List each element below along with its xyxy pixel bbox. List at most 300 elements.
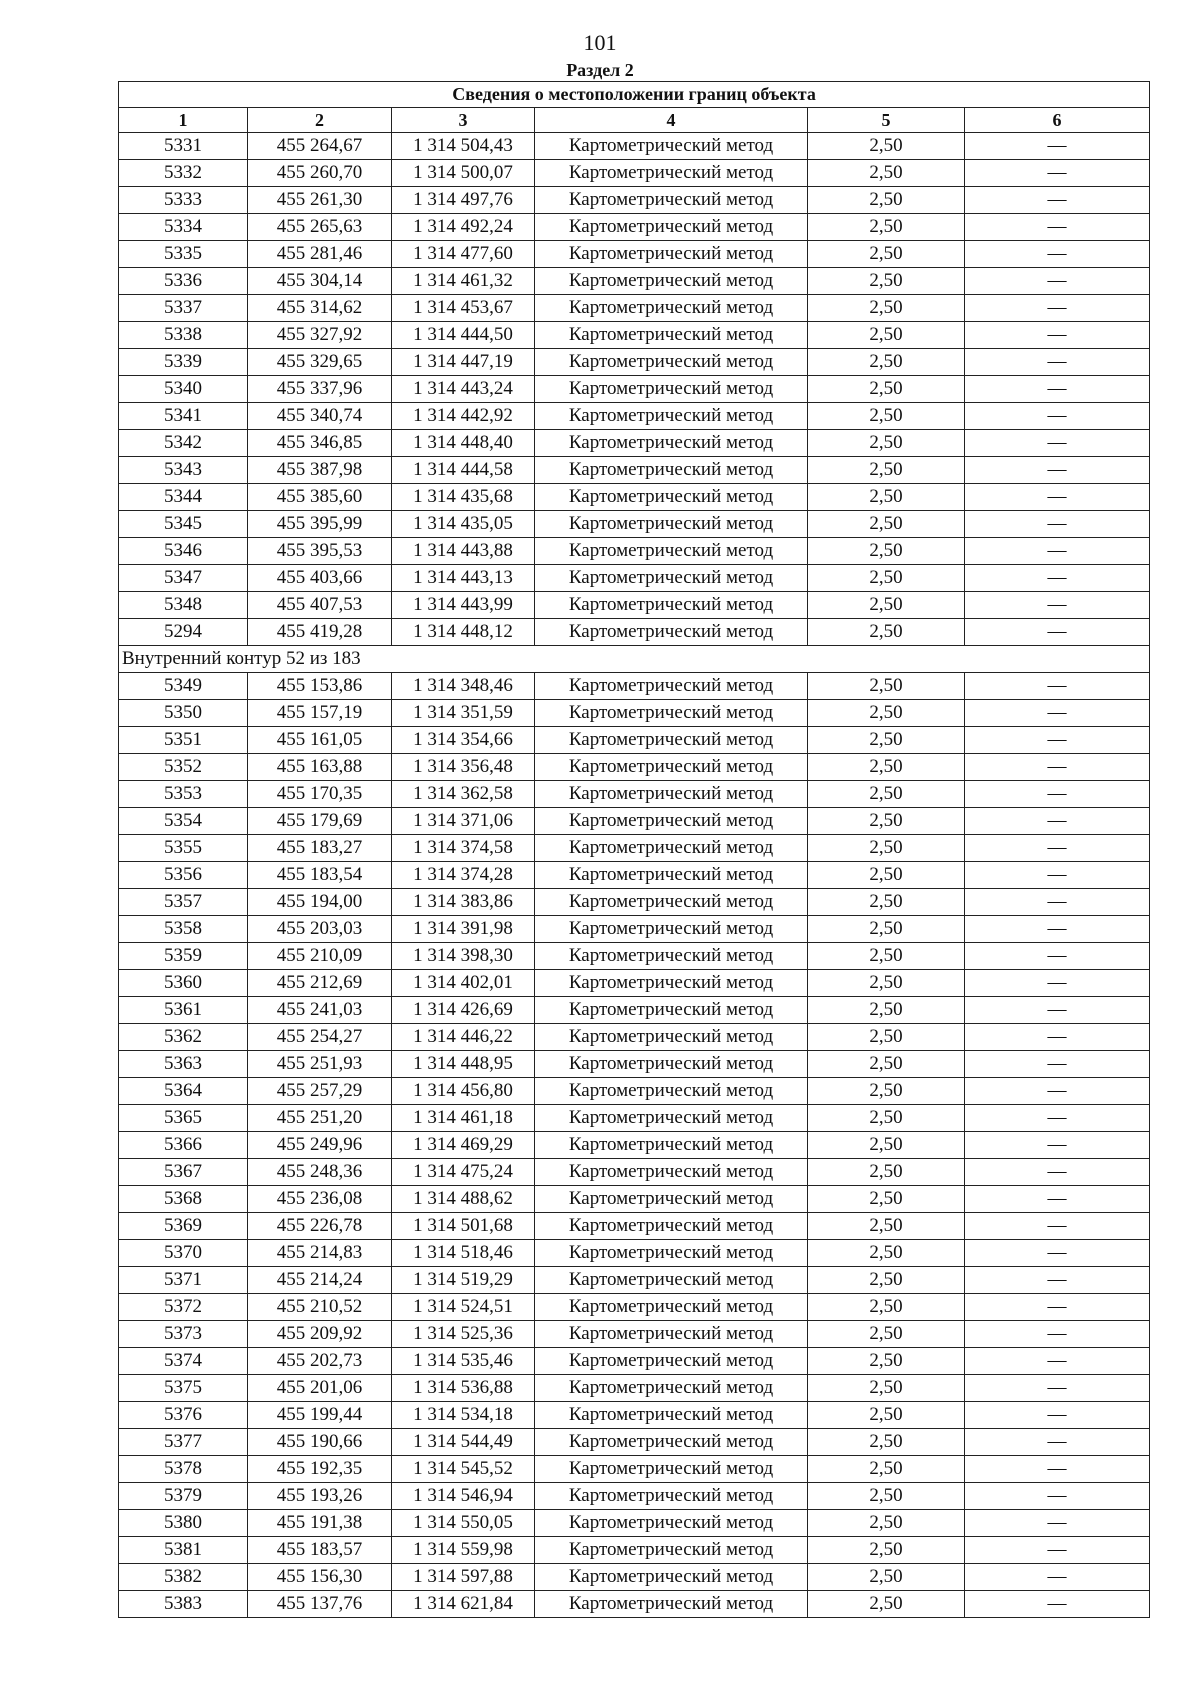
table-row	[119, 349, 1150, 376]
table-cell-col-4: Картометрический метод	[535, 187, 808, 214]
table-row	[119, 862, 1150, 889]
table-cell-col-4: Картометрический метод	[535, 1132, 808, 1159]
column-header-3: 3	[392, 108, 535, 133]
table-cell-col-5: 2,50	[808, 943, 965, 970]
table-cell-col-2: 455 170,35	[248, 781, 392, 808]
table-cell-col-1: 5349	[119, 673, 248, 700]
table-cell-col-5: 2,50	[808, 1321, 965, 1348]
table-cell-col-2: 455 156,30	[248, 1564, 392, 1591]
caption-row	[119, 82, 1150, 108]
table-row	[119, 1402, 1150, 1429]
table-cell-col-4: Картометрический метод	[535, 1186, 808, 1213]
table-cell-col-2: 455 257,29	[248, 1078, 392, 1105]
table-cell-col-5: 2,50	[808, 700, 965, 727]
table-cell-col-6: —	[965, 916, 1150, 943]
table-cell-col-4: Картометрический метод	[535, 1105, 808, 1132]
table-cell-col-6: —	[965, 538, 1150, 565]
table-row	[119, 457, 1150, 484]
table-cell-col-2: 455 226,78	[248, 1213, 392, 1240]
table-cell-col-6: —	[965, 1591, 1150, 1618]
table-row	[119, 133, 1150, 160]
table-cell-col-1: 5359	[119, 943, 248, 970]
column-header-1: 1	[119, 108, 248, 133]
table-cell-col-4: Картометрический метод	[535, 322, 808, 349]
table-cell-col-4: Картометрический метод	[535, 1240, 808, 1267]
table-cell-col-4: Картометрический метод	[535, 727, 808, 754]
table-cell-col-5: 2,50	[808, 160, 965, 187]
table-cell-col-3: 1 314 504,43	[392, 133, 535, 160]
table-cell-col-4: Картометрический метод	[535, 700, 808, 727]
table-cell-col-1: 5331	[119, 133, 248, 160]
table-row	[119, 160, 1150, 187]
table-cell-col-4: Картометрический метод	[535, 673, 808, 700]
table-cell-col-4: Картометрический метод	[535, 970, 808, 997]
table-row	[119, 727, 1150, 754]
table-cell-col-5: 2,50	[808, 1024, 965, 1051]
table-cell-col-1: 5350	[119, 700, 248, 727]
table-cell-col-3: 1 314 475,24	[392, 1159, 535, 1186]
table-cell-col-6: —	[965, 727, 1150, 754]
table-cell-col-1: 5339	[119, 349, 248, 376]
table-cell-col-4: Картометрический метод	[535, 538, 808, 565]
table-cell-col-3: 1 314 448,12	[392, 619, 535, 646]
table-cell-col-4: Картометрический метод	[535, 1537, 808, 1564]
table-cell-col-5: 2,50	[808, 727, 965, 754]
section-title: Раздел 2	[566, 60, 634, 80]
table-cell-col-6: —	[965, 1267, 1150, 1294]
table-cell-col-3: 1 314 488,62	[392, 1186, 535, 1213]
table-cell-col-2: 455 183,57	[248, 1537, 392, 1564]
table-cell-col-1: 5345	[119, 511, 248, 538]
table-cell-col-5: 2,50	[808, 1159, 965, 1186]
table-cell-col-6: —	[965, 565, 1150, 592]
table-cell-col-2: 455 327,92	[248, 322, 392, 349]
table-cell-col-4: Картометрический метод	[535, 376, 808, 403]
table-cell-col-2: 455 163,88	[248, 754, 392, 781]
table-cell-col-6: —	[965, 160, 1150, 187]
table-cell-col-3: 1 314 446,22	[392, 1024, 535, 1051]
table-cell-col-6: —	[965, 889, 1150, 916]
table-cell-col-4: Картометрический метод	[535, 1321, 808, 1348]
table-cell-col-1: 5373	[119, 1321, 248, 1348]
table-cell-col-6: —	[965, 943, 1150, 970]
table-cell-col-3: 1 314 519,29	[392, 1267, 535, 1294]
table-cell-col-4: Картометрический метод	[535, 511, 808, 538]
table-cell-col-4: Картометрический метод	[535, 160, 808, 187]
table-cell-col-6: —	[965, 430, 1150, 457]
table-cell-col-2: 455 179,69	[248, 808, 392, 835]
table-row	[119, 1591, 1150, 1618]
table-cell-col-4: Картометрический метод	[535, 403, 808, 430]
table-cell-col-5: 2,50	[808, 835, 965, 862]
table-row	[119, 430, 1150, 457]
table-cell-col-1: 5333	[119, 187, 248, 214]
table-cell-col-3: 1 314 348,46	[392, 673, 535, 700]
table-cell-col-2: 455 202,73	[248, 1348, 392, 1375]
table-cell-col-1: 5351	[119, 727, 248, 754]
table-cell-col-6: —	[965, 349, 1150, 376]
table-row	[119, 268, 1150, 295]
table-cell-col-2: 455 190,66	[248, 1429, 392, 1456]
table-cell-col-2: 455 251,93	[248, 1051, 392, 1078]
table-cell-col-1: 5370	[119, 1240, 248, 1267]
table-cell-col-1: 5335	[119, 241, 248, 268]
table-row	[119, 1213, 1150, 1240]
table-cell-col-6: —	[965, 511, 1150, 538]
table-cell-col-2: 455 212,69	[248, 970, 392, 997]
table-cell-col-6: —	[965, 457, 1150, 484]
table-cell-col-4: Картометрический метод	[535, 835, 808, 862]
table-cell-col-1: 5360	[119, 970, 248, 997]
table-cell-col-4: Картометрический метод	[535, 241, 808, 268]
column-header-5: 5	[808, 108, 965, 133]
table-cell-col-5: 2,50	[808, 1132, 965, 1159]
table-cell-col-3: 1 314 443,13	[392, 565, 535, 592]
table-row	[119, 565, 1150, 592]
table-cell-col-1: 5334	[119, 214, 248, 241]
table-cell-col-3: 1 314 453,67	[392, 295, 535, 322]
table-row	[119, 700, 1150, 727]
table-cell-col-4: Картометрический метод	[535, 1591, 808, 1618]
table-cell-col-1: 5363	[119, 1051, 248, 1078]
table-cell-col-4: Картометрический метод	[535, 997, 808, 1024]
table-row	[119, 781, 1150, 808]
table-cell-col-2: 455 249,96	[248, 1132, 392, 1159]
table-cell-col-1: 5364	[119, 1078, 248, 1105]
table-cell-col-3: 1 314 444,58	[392, 457, 535, 484]
table-cell-col-4: Картометрический метод	[535, 1294, 808, 1321]
table-cell-col-4: Картометрический метод	[535, 754, 808, 781]
table-row	[119, 214, 1150, 241]
table-cell-col-2: 455 183,54	[248, 862, 392, 889]
table-cell-col-6: —	[965, 619, 1150, 646]
table-cell-col-6: —	[965, 214, 1150, 241]
table-cell-col-5: 2,50	[808, 430, 965, 457]
table-row	[119, 1483, 1150, 1510]
table-cell-col-1: 5375	[119, 1375, 248, 1402]
table-cell-col-6: —	[965, 1564, 1150, 1591]
table-cell-col-5: 2,50	[808, 1429, 965, 1456]
table-cell-col-3: 1 314 492,24	[392, 214, 535, 241]
table-cell-col-6: —	[965, 808, 1150, 835]
table-row	[119, 943, 1150, 970]
table-cell-col-1: 5358	[119, 916, 248, 943]
table-row	[119, 889, 1150, 916]
table-cell-col-2: 455 281,46	[248, 241, 392, 268]
table-cell-col-4: Картометрический метод	[535, 781, 808, 808]
table-cell-col-1: 5337	[119, 295, 248, 322]
table-cell-col-6: —	[965, 133, 1150, 160]
table-cell-col-4: Картометрический метод	[535, 1348, 808, 1375]
table-cell-col-2: 455 214,24	[248, 1267, 392, 1294]
table-cell-col-6: —	[965, 1132, 1150, 1159]
table-cell-col-3: 1 314 354,66	[392, 727, 535, 754]
table-cell-col-5: 2,50	[808, 376, 965, 403]
table-cell-col-5: 2,50	[808, 403, 965, 430]
column-header-row	[119, 108, 1150, 133]
table-cell-col-6: —	[965, 754, 1150, 781]
table-cell-col-4: Картометрический метод	[535, 1429, 808, 1456]
table-row	[119, 1321, 1150, 1348]
table-cell-col-3: 1 314 535,46	[392, 1348, 535, 1375]
table-cell-col-2: 455 314,62	[248, 295, 392, 322]
table-cell-col-3: 1 314 469,29	[392, 1132, 535, 1159]
table-row	[119, 997, 1150, 1024]
table-cell-col-3: 1 314 443,24	[392, 376, 535, 403]
table-cell-col-4: Картометрический метод	[535, 943, 808, 970]
table-cell-col-1: 5379	[119, 1483, 248, 1510]
table-cell-col-3: 1 314 536,88	[392, 1375, 535, 1402]
table-cell-col-5: 2,50	[808, 214, 965, 241]
table-row	[119, 484, 1150, 511]
table-row	[119, 1510, 1150, 1537]
table-cell-col-3: 1 314 544,49	[392, 1429, 535, 1456]
table-cell-col-2: 455 203,03	[248, 916, 392, 943]
table-cell-col-4: Картометрический метод	[535, 349, 808, 376]
table-cell-col-2: 455 236,08	[248, 1186, 392, 1213]
table-row	[119, 1024, 1150, 1051]
table-row	[119, 376, 1150, 403]
table-cell-col-5: 2,50	[808, 1294, 965, 1321]
table-row	[119, 916, 1150, 943]
table-cell-col-5: 2,50	[808, 511, 965, 538]
table-cell-col-5: 2,50	[808, 1240, 965, 1267]
table-cell-col-6: —	[965, 1510, 1150, 1537]
table-cell-col-3: 1 314 621,84	[392, 1591, 535, 1618]
table-cell-col-5: 2,50	[808, 1456, 965, 1483]
boundary-coordinates-table	[118, 81, 1150, 1618]
table-cell-col-3: 1 314 435,68	[392, 484, 535, 511]
table-cell-col-1: 5374	[119, 1348, 248, 1375]
table-cell-col-2: 455 264,67	[248, 133, 392, 160]
table-cell-col-6: —	[965, 862, 1150, 889]
table-cell-col-3: 1 314 501,68	[392, 1213, 535, 1240]
table-row	[119, 403, 1150, 430]
table-cell-col-1: 5338	[119, 322, 248, 349]
table-cell-col-1: 5380	[119, 1510, 248, 1537]
table-cell-col-3: 1 314 456,80	[392, 1078, 535, 1105]
table-head	[119, 82, 1150, 133]
table-cell-col-4: Картометрический метод	[535, 1564, 808, 1591]
table-row	[119, 1051, 1150, 1078]
table-cell-col-6: —	[965, 484, 1150, 511]
table-cell-col-2: 455 387,98	[248, 457, 392, 484]
table-cell-col-5: 2,50	[808, 619, 965, 646]
table-cell-col-6: —	[965, 1348, 1150, 1375]
table-cell-col-3: 1 314 362,58	[392, 781, 535, 808]
table-cell-col-4: Картометрический метод	[535, 430, 808, 457]
table-cell-col-1: 5381	[119, 1537, 248, 1564]
table-cell-col-3: 1 314 550,05	[392, 1510, 535, 1537]
table-cell-col-5: 2,50	[808, 1375, 965, 1402]
table-cell-col-3: 1 314 447,19	[392, 349, 535, 376]
table-cell-col-1: 5352	[119, 754, 248, 781]
table-cell-col-4: Картометрический метод	[535, 1456, 808, 1483]
table-cell-col-4: Картометрический метод	[535, 1051, 808, 1078]
table-cell-col-3: 1 314 545,52	[392, 1456, 535, 1483]
table-row	[119, 538, 1150, 565]
table-cell-col-6: —	[965, 1213, 1150, 1240]
table-row	[119, 1159, 1150, 1186]
table-cell-col-3: 1 314 461,18	[392, 1105, 535, 1132]
table-cell-col-2: 455 210,52	[248, 1294, 392, 1321]
table-cell-col-3: 1 314 525,36	[392, 1321, 535, 1348]
table-cell-col-2: 455 191,38	[248, 1510, 392, 1537]
table-cell-col-1: 5346	[119, 538, 248, 565]
table-cell-col-3: 1 314 448,40	[392, 430, 535, 457]
table-body	[119, 133, 1150, 1618]
table-cell-col-5: 2,50	[808, 673, 965, 700]
table-cell-col-4: Картометрический метод	[535, 133, 808, 160]
table-cell-col-5: 2,50	[808, 349, 965, 376]
table-cell-col-2: 455 254,27	[248, 1024, 392, 1051]
table-cell-col-5: 2,50	[808, 1105, 965, 1132]
table-cell-col-2: 455 209,92	[248, 1321, 392, 1348]
table-cell-col-2: 455 385,60	[248, 484, 392, 511]
table-cell-col-2: 455 403,66	[248, 565, 392, 592]
table-cell-col-4: Картометрический метод	[535, 295, 808, 322]
table-cell-col-6: —	[965, 970, 1150, 997]
table-row	[119, 295, 1150, 322]
table-cell-col-5: 2,50	[808, 970, 965, 997]
table-cell-col-6: —	[965, 835, 1150, 862]
table-cell-col-5: 2,50	[808, 457, 965, 484]
table-cell-col-1: 5348	[119, 592, 248, 619]
table-cell-col-1: 5354	[119, 808, 248, 835]
table-cell-col-3: 1 314 402,01	[392, 970, 535, 997]
table-cell-col-2: 455 153,86	[248, 673, 392, 700]
table-row	[119, 241, 1150, 268]
table-cell-col-5: 2,50	[808, 322, 965, 349]
table-cell-col-5: 2,50	[808, 1483, 965, 1510]
table-cell-col-3: 1 314 534,18	[392, 1402, 535, 1429]
table-cell-col-6: —	[965, 1429, 1150, 1456]
table-cell-col-2: 455 251,20	[248, 1105, 392, 1132]
table-cell-col-3: 1 314 356,48	[392, 754, 535, 781]
table-row	[119, 835, 1150, 862]
table-cell-col-6: —	[965, 376, 1150, 403]
table-cell-col-4: Картометрический метод	[535, 214, 808, 241]
table-cell-col-3: 1 314 371,06	[392, 808, 535, 835]
table-cell-col-6: —	[965, 781, 1150, 808]
table-cell-col-3: 1 314 597,88	[392, 1564, 535, 1591]
table-cell-col-5: 2,50	[808, 1591, 965, 1618]
table-cell-col-1: 5340	[119, 376, 248, 403]
table-cell-col-4: Картометрический метод	[535, 862, 808, 889]
table-row	[119, 592, 1150, 619]
column-header-4: 4	[535, 108, 808, 133]
table-cell-col-3: 1 314 426,69	[392, 997, 535, 1024]
table-row	[119, 970, 1150, 997]
table-row	[119, 1429, 1150, 1456]
table-cell-col-3: 1 314 444,50	[392, 322, 535, 349]
table-cell-col-4: Картометрический метод	[535, 1213, 808, 1240]
table-cell-col-5: 2,50	[808, 187, 965, 214]
table-cell-col-6: —	[965, 268, 1150, 295]
table-cell-col-3: 1 314 443,99	[392, 592, 535, 619]
table-cell-col-4: Картометрический метод	[535, 1402, 808, 1429]
table-cell-col-5: 2,50	[808, 538, 965, 565]
table-cell-col-1: 5361	[119, 997, 248, 1024]
table-cell-col-3: 1 314 374,58	[392, 835, 535, 862]
table-row	[119, 1267, 1150, 1294]
table-cell-col-5: 2,50	[808, 781, 965, 808]
table-cell-col-5: 2,50	[808, 1537, 965, 1564]
table-cell-col-5: 2,50	[808, 592, 965, 619]
column-header-2: 2	[248, 108, 392, 133]
table-cell-col-1: 5342	[119, 430, 248, 457]
table-cell-col-6: —	[965, 295, 1150, 322]
table-row	[119, 1186, 1150, 1213]
table-cell-col-1: 5377	[119, 1429, 248, 1456]
table-cell-col-5: 2,50	[808, 1510, 965, 1537]
table-cell-col-1: 5347	[119, 565, 248, 592]
table-cell-col-6: —	[965, 322, 1150, 349]
table-cell-col-5: 2,50	[808, 484, 965, 511]
table-cell-col-6: —	[965, 1159, 1150, 1186]
table-cell-col-5: 2,50	[808, 862, 965, 889]
table-cell-col-5: 2,50	[808, 565, 965, 592]
table-row	[119, 1132, 1150, 1159]
table-cell-col-5: 2,50	[808, 1348, 965, 1375]
table-cell-col-6: —	[965, 1024, 1150, 1051]
table-cell-col-2: 455 201,06	[248, 1375, 392, 1402]
table-cell-col-6: —	[965, 241, 1150, 268]
page-number: 101	[583, 30, 617, 55]
table-row	[119, 1564, 1150, 1591]
table-cell-col-4: Картометрический метод	[535, 1510, 808, 1537]
table-cell-col-5: 2,50	[808, 133, 965, 160]
table-cell-col-2: 455 346,85	[248, 430, 392, 457]
table-cell-col-6: —	[965, 1456, 1150, 1483]
table-cell-col-3: 1 314 497,76	[392, 187, 535, 214]
table-cell-col-3: 1 314 391,98	[392, 916, 535, 943]
table-cell-col-6: —	[965, 700, 1150, 727]
table-cell-col-1: 5357	[119, 889, 248, 916]
table-row	[119, 1078, 1150, 1105]
table-cell-col-1: 5294	[119, 619, 248, 646]
table-cell-col-2: 455 261,30	[248, 187, 392, 214]
table-cell-col-1: 5343	[119, 457, 248, 484]
table-cell-col-5: 2,50	[808, 1267, 965, 1294]
table-cell-col-6: —	[965, 1321, 1150, 1348]
table-cell-col-1: 5353	[119, 781, 248, 808]
table-cell-col-4: Картометрический метод	[535, 619, 808, 646]
table-cell-col-4: Картометрический метод	[535, 1078, 808, 1105]
table-cell-col-4: Картометрический метод	[535, 565, 808, 592]
table-row	[119, 1375, 1150, 1402]
table-cell-col-2: 455 265,63	[248, 214, 392, 241]
table-cell-col-2: 455 407,53	[248, 592, 392, 619]
table-row	[119, 1240, 1150, 1267]
table-cell-col-5: 2,50	[808, 241, 965, 268]
table-cell-col-1: 5365	[119, 1105, 248, 1132]
table-cell-col-2: 455 241,03	[248, 997, 392, 1024]
table-cell-col-3: 1 314 477,60	[392, 241, 535, 268]
table-cell-col-6: —	[965, 997, 1150, 1024]
table-cell-col-5: 2,50	[808, 1564, 965, 1591]
table-cell-col-2: 455 193,26	[248, 1483, 392, 1510]
table-cell-col-5: 2,50	[808, 808, 965, 835]
table-cell-col-3: 1 314 500,07	[392, 160, 535, 187]
table-cell-col-5: 2,50	[808, 1186, 965, 1213]
table-cell-col-3: 1 314 374,28	[392, 862, 535, 889]
table-cell-col-4: Картометрический метод	[535, 808, 808, 835]
table-cell-col-2: 455 419,28	[248, 619, 392, 646]
table-row	[119, 511, 1150, 538]
table-row	[119, 1294, 1150, 1321]
table-row	[119, 808, 1150, 835]
